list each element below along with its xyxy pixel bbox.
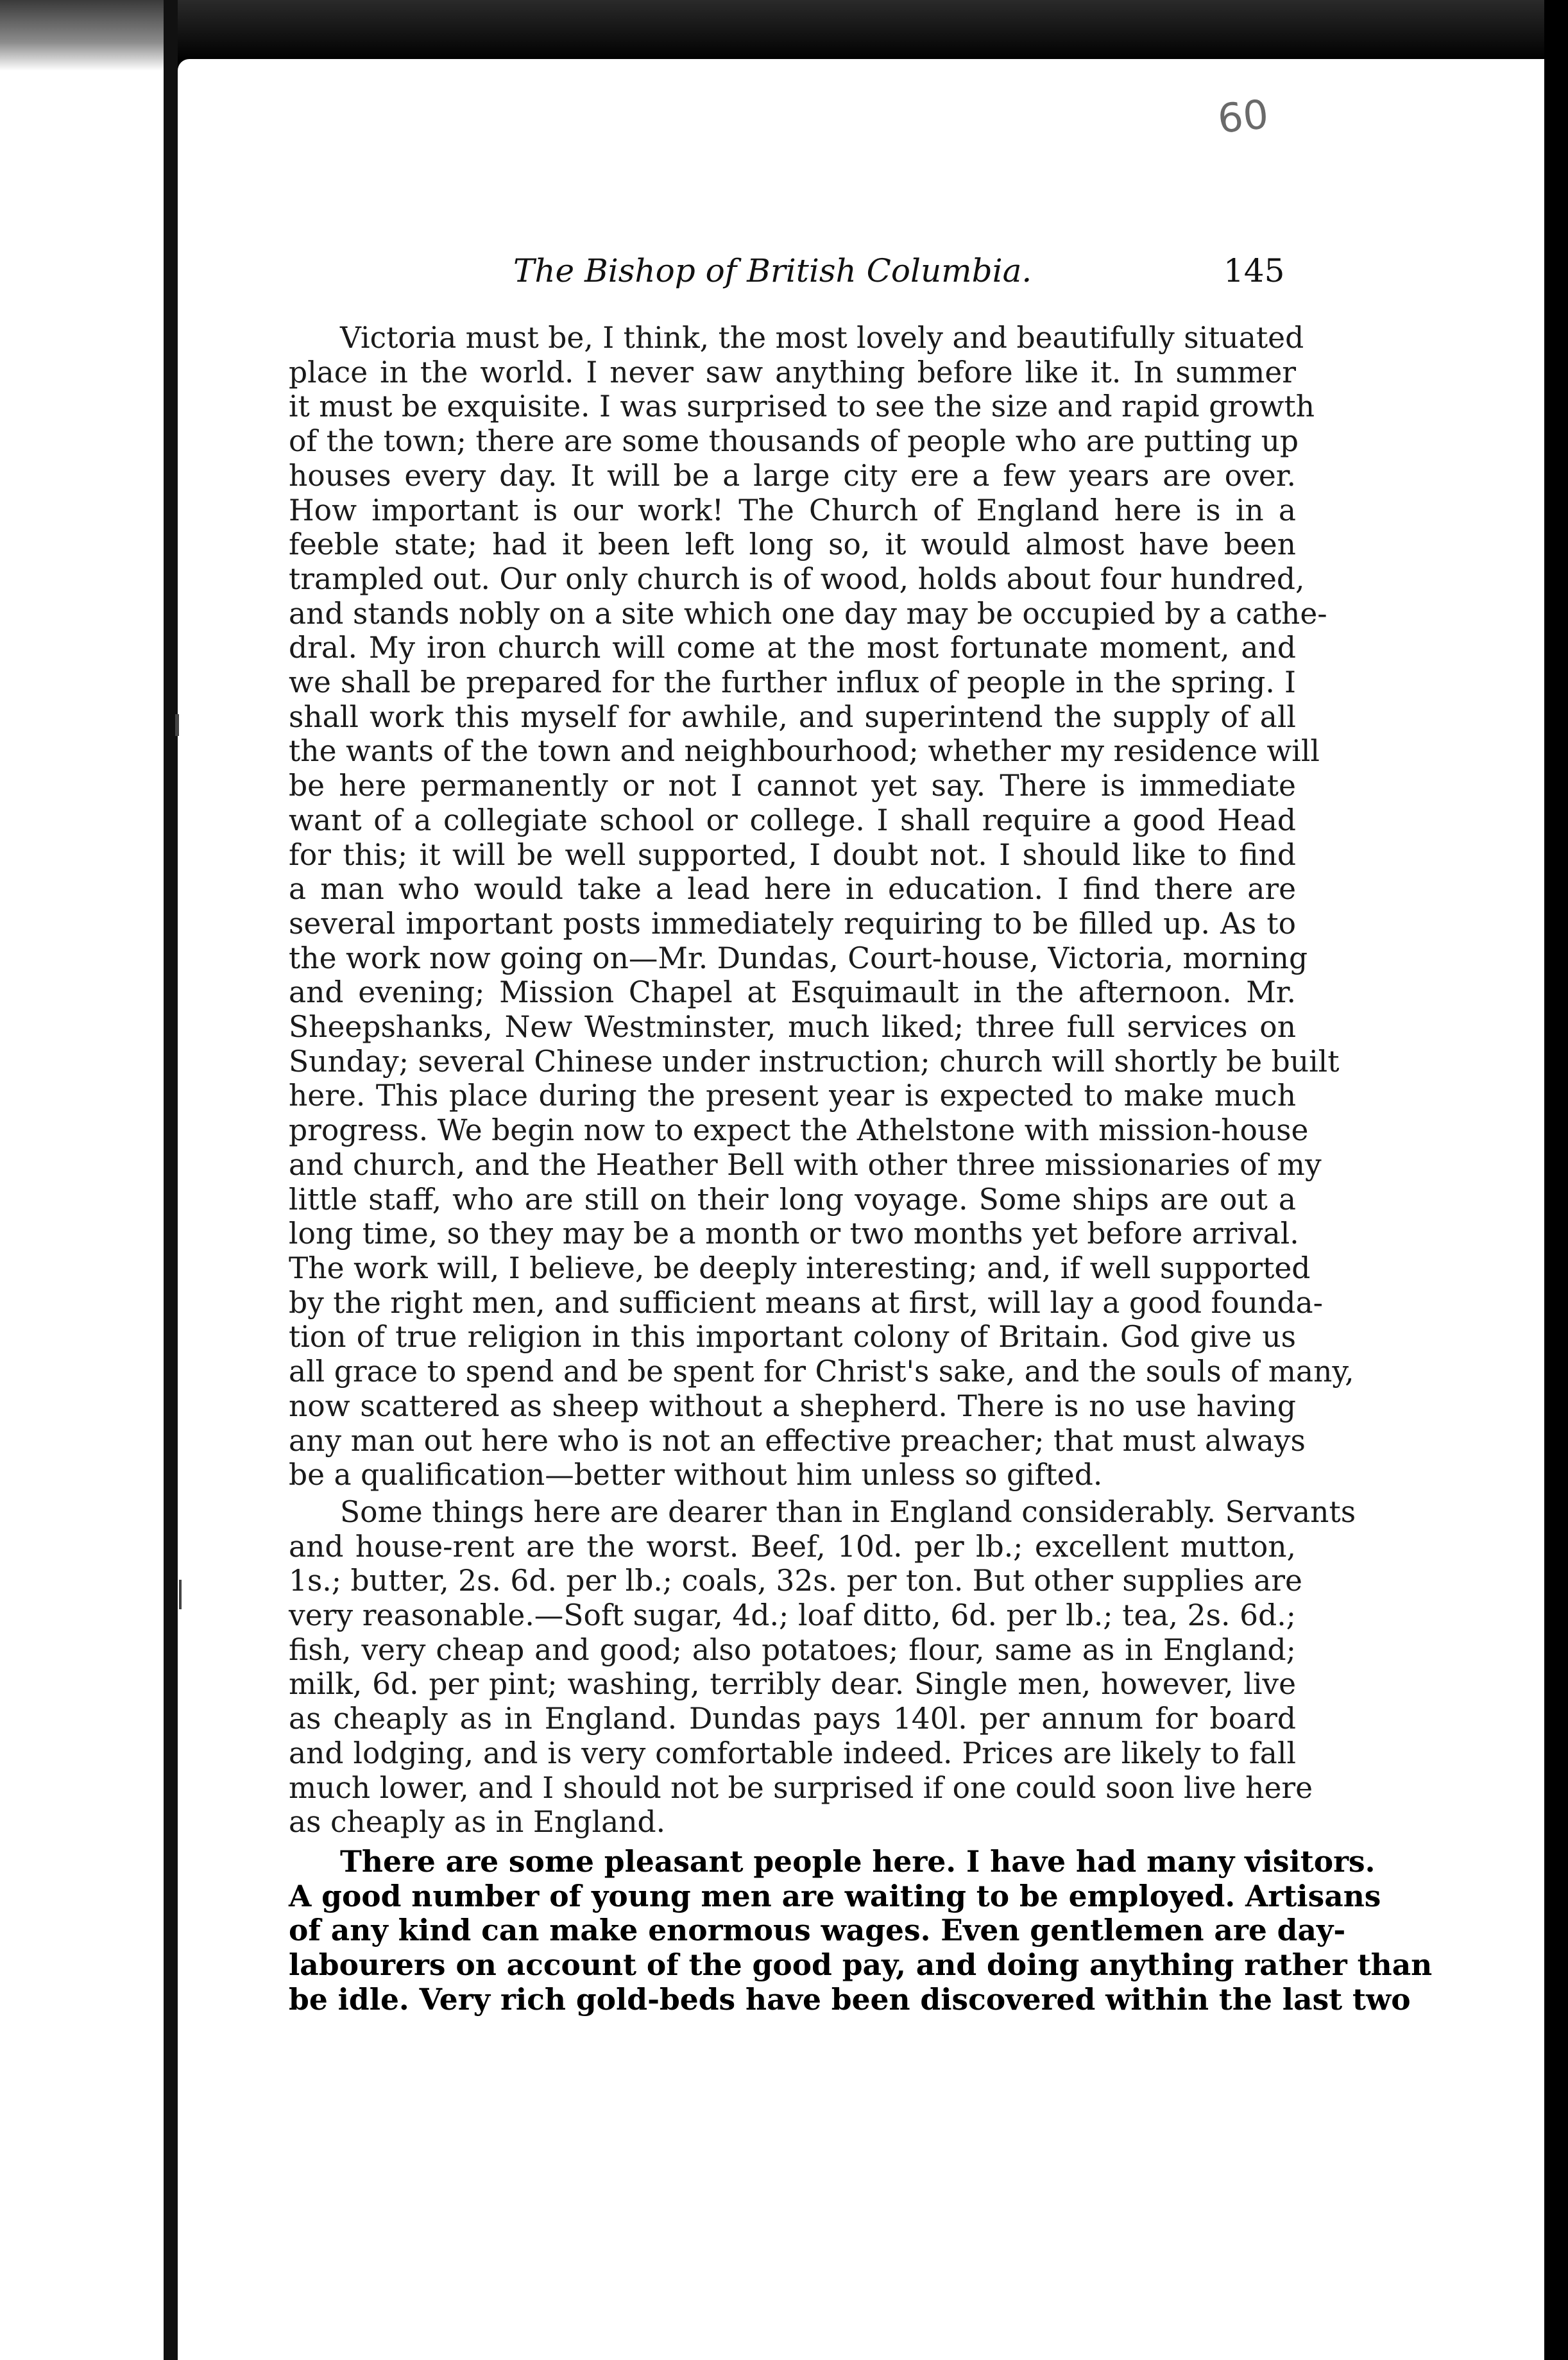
text-line: be here permanently or not I cannot yet say. There is immediate — [289, 769, 1296, 803]
text-line: and church, and the Heather Bell with other three missionaries of my — [289, 1147, 1322, 1182]
text-line: and stands nobly on a site which one day may be occupied by a cathe- — [289, 596, 1327, 631]
text-line: be idle. Very rich gold-beds have been discovered within the last two — [289, 1981, 1411, 2017]
text-line: How important is our work! The Church of England here is in a — [289, 493, 1296, 527]
text-line: Sunday; several Chinese under instruction; church will shortly be built — [289, 1044, 1340, 1079]
text-line: Sheepshanks, New Westminster, much liked; three full services on — [289, 1010, 1296, 1045]
text-line: any man out here who is not an effective preacher; that must always — [289, 1423, 1306, 1458]
text-line: houses every day. It will be a large city ere a few years are over. — [289, 458, 1296, 493]
margin-tick-mark — [175, 714, 179, 736]
text-line: progress. We begin now to expect the Athelstone with mission-house — [289, 1113, 1309, 1148]
text-line: feeble state; had it been left long so, it would almost have been — [289, 527, 1296, 562]
text-line: and house-rent are the worst. Beef, 10d. per lb.; excellent mutton, — [289, 1529, 1296, 1564]
handwritten-folio-note: 60 — [1215, 90, 1271, 142]
text-line: Some things here are dearer than in England considerably. Servants — [340, 1494, 1356, 1529]
text-line: The work will, I believe, be deeply interesting; and, if well supported — [289, 1251, 1311, 1285]
running-head: The Bishop of British Columbia. — [513, 252, 1032, 289]
text-line: the wants of the town and neighbourhood; whether my residence will — [289, 734, 1320, 769]
margin-tick-mark — [179, 1580, 182, 1609]
text-line: and evening; Mission Chapel at Esquimault in the afternoon. Mr. — [289, 975, 1296, 1010]
book-gutter — [164, 0, 178, 2360]
text-line: much lower, and I should not be surprised if one could soon live here — [289, 1770, 1313, 1805]
text-line: tion of true religion in this important colony of Britain. God give us — [289, 1320, 1296, 1355]
text-line: by the right men, and sufficient means at first, will lay a good founda- — [289, 1285, 1323, 1320]
text-line: several important posts immediately requiring to be filled up. As to — [289, 906, 1296, 941]
text-line: be a qualification—better without him unless so gifted. — [289, 1458, 1103, 1492]
text-line: milk, 6d. per pint; washing, terribly dear. Single men, however, live — [289, 1667, 1296, 1702]
page-number: 145 — [1223, 252, 1285, 289]
text-line: as cheaply as in England. — [289, 1805, 666, 1840]
text-line: Victoria must be, I think, the most lovely and beautifully situated — [340, 321, 1304, 355]
text-line: A good number of young men are waiting to be employed. Artisans — [289, 1878, 1381, 1913]
text-line: fish, very cheap and good; also potatoes; flour, same as in England; — [289, 1632, 1296, 1667]
text-line: place in the world. I never saw anything before like it. In summer — [289, 355, 1296, 389]
text-line: want of a collegiate school or college. I shall require a good Head — [289, 803, 1296, 837]
facing-page-edge — [0, 0, 167, 2360]
text-line: very reasonable.—Soft sugar, 4d.; loaf ditto, 6d. per lb.; tea, 2s. 6d.; — [289, 1598, 1296, 1633]
text-line: here. This place during the present year is expected to make much — [289, 1079, 1296, 1113]
body-text — [289, 321, 1433, 2017]
text-line: shall work this myself for awhile, and superintend the supply of all — [289, 699, 1296, 734]
text-line: a man who would take a lead here in education. I find there are — [289, 872, 1296, 907]
text-line: as cheaply as in England. Dundas pays 140l. per annum for board — [289, 1702, 1296, 1736]
text-line: all grace to spend and be spent for Christ's sake, and the souls of many, — [289, 1355, 1354, 1389]
text-line: dral. My iron church will come at the most fortunate moment, and — [289, 631, 1296, 665]
facing-page-shadow — [0, 0, 167, 71]
text-line: the work now going on—Mr. Dundas, Court-house, Victoria, morning — [289, 941, 1308, 975]
text-line: long time, so they may be a month or two months yet before arrival. — [289, 1217, 1299, 1251]
text-line: 1s.; butter, 2s. 6d. per lb.; coals, 32s. per ton. But other supplies are — [289, 1564, 1302, 1598]
text-line: of any kind can make enormous wages. Even gentlemen are day- — [289, 1913, 1346, 1948]
text-line: and lodging, and is very comfortable indeed. Prices are likely to fall — [289, 1736, 1296, 1770]
text-line: little staff, who are still on their long voyage. Some ships are out a — [289, 1182, 1296, 1217]
scan-right-border — [1544, 0, 1568, 2360]
text-line: There are some pleasant people here. I have had many visitors. — [340, 1843, 1376, 1879]
scan-top-border — [178, 0, 1568, 61]
text-line: of the town; there are some thousands of people who are putting up — [289, 424, 1299, 459]
text-line: for this; it will be well supported, I doubt not. I should like to find — [289, 837, 1296, 872]
text-line: we shall be prepared for the further influx of people in the spring. I — [289, 665, 1296, 700]
text-line: it must be exquisite. I was surprised to see the size and rapid growth — [289, 389, 1315, 424]
text-line: trampled out. Our only church is of wood, holds about four hundred, — [289, 561, 1305, 596]
text-line: now scattered as sheep without a shepherd. There is no use having — [289, 1389, 1296, 1423]
text-line: labourers on account of the good pay, and doing anything rather than — [289, 1947, 1433, 1983]
